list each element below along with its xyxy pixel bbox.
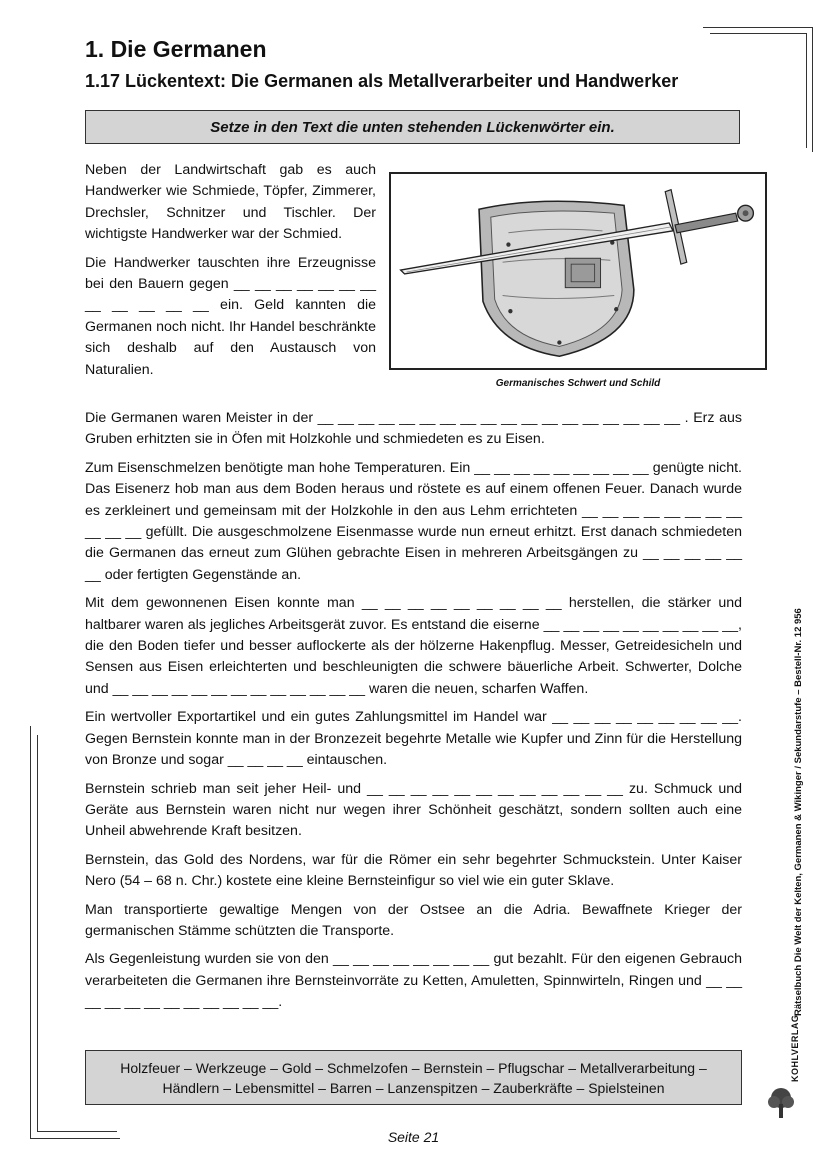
frame-corner-line <box>812 27 813 152</box>
text-paragraph: Man transportierte gewaltige Mengen von der Ostsee an die Adria. Bewaffnete Krieger der germanischen Stämme schützten die Transporte. <box>85 901 742 939</box>
text-paragraph: Ein wertvoller Exportartikel und ein gutes Zahlungsmittel im Handel war __ __ __ __ __ __ __ __ __. Gegen Bernstein konnte man in der Bronzezeit begehrte Metalle wie Kupfer und Zinn für die Herstellung von Bronze und sogar __ __ __ __ eintauschen. <box>85 709 742 769</box>
frame-corner-line <box>710 33 806 34</box>
instruction-box <box>85 110 740 144</box>
frame-corner-line <box>806 33 807 148</box>
word-bank-line: Holzfeuer – Werkzeuge – Gold – Schmelzofen – Bernstein – Pflugschar – Metallverarbeitung – <box>120 1059 707 1076</box>
instruction-text: Setze in den Text die unten stehenden Lückenwörter ein. <box>210 118 615 136</box>
intro-paragraph: Die Handwerker tauschten ihre Erzeugnisse bei den Bauern gegen __ __ __ __ __ __ __ __ __ __ __ __ ein. Geld kannten die Germanen noch nicht. Ihr Handel beschränkte sich deshalb auf den Austausch von Naturalien. <box>85 254 376 378</box>
text-paragraph: Als Gegenleistung wurden sie von den __ __ __ __ __ __ __ __ gut bezahlt. Für den eigenen Gebrauch verarbeiteten die Germanen ihre Bernsteinvorräte zu Ketten, Amuletten, Spinnwirteln, Ringen und __ __ __ __ __ __ __ __ __ __ __ __. <box>85 951 742 1011</box>
intro-column <box>85 160 376 388</box>
main-text <box>85 408 742 1021</box>
text-paragraph: Mit dem gewonnenen Eisen konnte man __ __ __ __ __ __ __ __ __ herstellen, die stärker und haltbarer waren als jegliches Arbeitsgerät zuvor. Es entstand die eiserne __ __ __ __ __ __ __ __ __ __, die den Boden tiefer und besser auflockerte als der hölzerne Hakenpflug. Messer, Getreidesicheln und Sensen aus Eisen erleichterten und beschleunigten die schwere bäuerliche Arbeit. Schwerter, Dolche und __ __ __ __ __ __ __ __ __ __ __ __ __ waren die neuen, scharfen Waffen. <box>85 595 742 697</box>
text-paragraph: Bernstein schrieb man seit jeher Heil- und __ __ __ __ __ __ __ __ __ __ __ __ zu. Schmuck und Geräte aus Bernstein waren nicht nur wegen ihrer Schönheit geschätzt, sondern sollten auch eine Unheil abwehrende Kraft besitzen. <box>85 780 742 840</box>
figure-caption: Germanisches Schwert und Schild <box>495 378 661 389</box>
sword-and-shield-illustration <box>391 174 765 368</box>
frame-corner-line <box>37 735 38 1131</box>
intro-paragraph: Neben der Landwirtschaft gab es auch Handwerker wie Schmiede, Töpfer, Zimmerer, Drechsler, Schnitzer und Tischler. Der wichtigste Handwerker war der Schmied. <box>85 162 376 243</box>
page-number: Seite 21 <box>387 1129 440 1145</box>
word-bank-line: Händlern – Lebensmittel – Barren – Lanzenspitzen – Zauberkräfte – Spielsteinen <box>162 1079 665 1096</box>
text-paragraph: Die Germanen waren Meister in der __ __ __ __ __ __ __ __ __ __ __ __ __ __ __ __ __ __ . Erz aus Gruben erhitzten sie in Öfen mit Holzkohle und schmiedeten es zu Eisen. <box>85 410 742 448</box>
text-paragraph: Bernstein, das Gold des Nordens, war für die Römer ein sehr begehrter Schmuckstein. Unter Kaiser Nero (54 – 68 n. Chr.) kostete eine kleine Bernsteinfigur so viel wie ein guter Sklave. <box>85 851 742 890</box>
chapter-title: 1. Die Germanen <box>85 36 267 62</box>
frame-corner-line <box>30 726 31 1138</box>
text-paragraph: Zum Eisenschmelzen benötigte man hohe Temperaturen. Ein __ __ __ __ __ __ __ __ __ genügte nicht. Das Eisenerz hob man aus dem Boden heraus und röstete es auf einem offenen Feuer. Danach wurde es zerkleinert und gemeinsam mit der Holzkohle in den aus Lehm errichteten __ __ __ __ __ __ __ __ __ __ __ gefüllt. Die ausgeschmolzene Eisenmasse wurde nun erneut erhitzt. Erst danach schmiedeten die Germanen das erneut zum Glühen gebrachte Eisen in mehreren Arbeitsgängen zu __ __ __ __ __ __ oder fertigten Gegenstände an. <box>85 459 742 583</box>
word-bank-box <box>85 1050 742 1105</box>
page-subtitle: 1.17 Lückentext: Die Germanen als Metallverarbeiter und Handwerker <box>85 71 679 91</box>
sword-shield-figure <box>389 172 767 370</box>
sidebar-reference: Rätselbuch Die Welt der Kelten, Germanen & Wikinger / Sekundarstufe – Bestell-Nr. 12 956 <box>793 608 804 1016</box>
tree-logo-icon <box>766 1086 796 1120</box>
publisher-logo-text: KOHLVERLAG <box>790 1014 800 1082</box>
frame-corner-line <box>703 27 813 28</box>
